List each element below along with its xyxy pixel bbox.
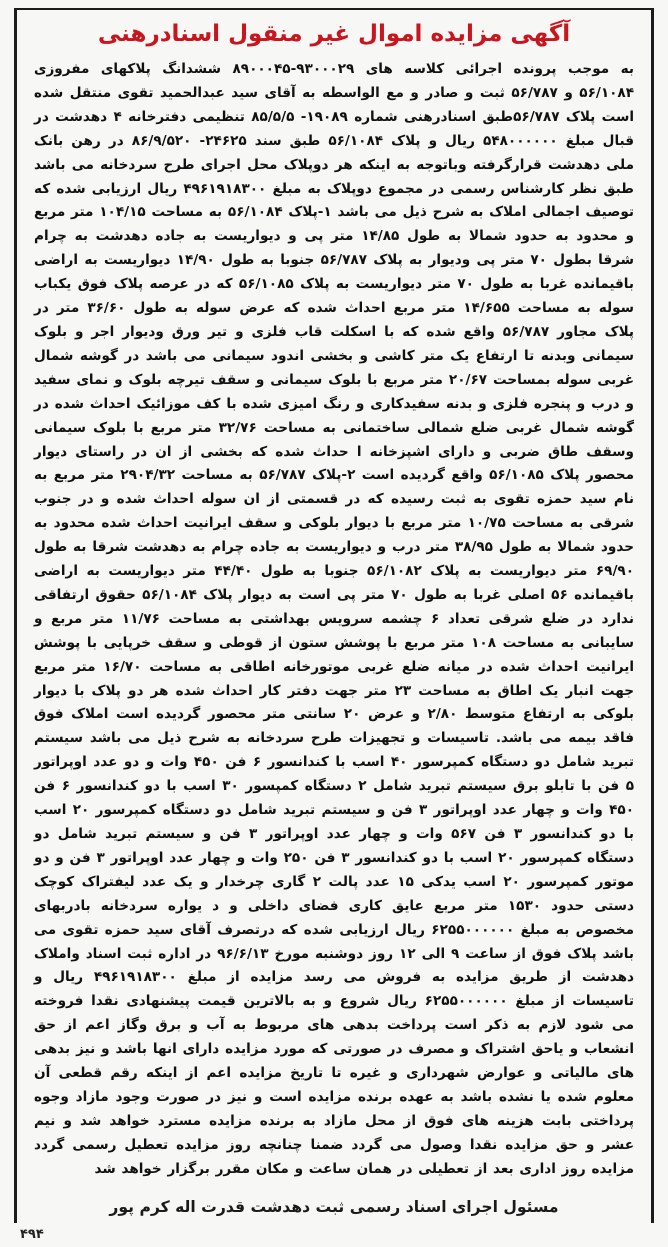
notice-header xyxy=(30,14,638,54)
notice-code: ۴۹۴ xyxy=(20,1227,44,1242)
notice-signature: مسئول اجرای اسناد رسمی ثبت دهدشت قدرت اله کرم پور xyxy=(109,1198,559,1216)
notice-body: به موجب پرونده اجرائی کلاسه های ۹۳۰۰۰۲۹-۸۹۰۰۰۴۵ ششدانگ پلاکهای مفروزی ۵۶/۱۰۸۴ و ۵۶/۷۸۷ ثبت و صادر و مع الواسطه به آقای سید عبدالحمید تقوی منتقل شده است پلاک ۵۶/۷۸۷طبق اسنادرهنی شماره ۱۹۰۸۹- ۸۵/۵/۵ تنظیمی دفترخانه ۴ دهدشت در قبال مبلغ ۵۴۸۰۰۰۰۰۰ ریال و پلاک ۵۶/۱۰۸۴ طبق سند ۲۴۶۲۵- ۸۶/۹/۵۲۰ در رهن بانک ملی دهدشت قرارگرفته وباتوجه به اینکه هر دوپلاک محل اجرای طرح سردخانه می باشد طبق نظر کارشناس رسمی در مجموع دوپلاک به مبلغ ۴۹۶۱۹۱۸۳۰۰ ریال ارزیابی شده که توصیف اجمالی املاک به شرح ذیل می باشد ۱-پلاک ۵۶/۱۰۸۴ به مساحت ۱۰۴/۱۵ متر مربع و محدود به حدود شمالا به طول ۱۴/۸۵ متر پی و دیواریست به جاده دهدشت به چرام شرقا بطول ۷۰ متر پی ودیوار به پلاک ۵۶/۷۸۷ جنوبا به طول ۱۴/۹۰ دیواریست به اراضی باقیمانده غربا به طول ۷۰ متر دیواریست به پلاک ۵۶/۱۰۸۵ که در عرصه پلاک فوق یکباب سوله به مساحت ۱۴/۶۵۵ متر مربع احداث شده که عرض سوله به طول ۳۶/۶۰ متر در پلاک مجاور ۵۶/۷۸۷ واقع شده که با اسکلت قاب فلزی و تیر ورق ودیوار اجر و بلوک سیمانی وبدنه تا ارتفاع یک متر کاشی و بخشی اندود سیمانی می باشد در گوشه شمال غربی سوله بمساحت ۲۰/۶۷ متر مربع با بلوک سیمانی و سقف تیرچه بلوک و نمای سفید و درب و پنجره فلزی و بدنه سفیدکاری و رنگ امیزی شده با کف موزائیک احداث شده در گوشه شمال غربی ضلع شمالی ساختمانی به مساحت ۳۲/۷۶ متر مربع با بلوک سیمانی وسقف طاق ضربی و دارای اشپزخانه ا حداث شده که بخشی از ان در راستای دیوار محصور پلاک ۵۶/۱۰۸۵ واقع گردیده است ۲-پلاک ۵۶/۷۸۷ به مساحت ۲۹۰۴/۳۲ متر مربع به نام سید حمزه تقوی به ثبت رسیده که در قسمتی از ان سوله احداث شده و در جنوب شرقی به مساحت ۱۰/۷۵ متر مربع با دیوار بلوکی و سقف ایرانیت احداث شده محدود به حدود شمالا به طول ۳۸/۹۵ متر درب و دیواریست به جاده چرام به دهدشت شرقا به طول ۶۹/۹۰ متر دیواریست به پلاک ۵۶/۱۰۸۲ جنوبا به طول ۴۴/۴۰ متر دیواریست به اراضی باقیمانده ۵۶ اصلی غربا به طول ۷۰ متر پی است به دیوار پلاک ۵۶/۱۰۸۴ حقوق ارتفاقی ندارد در ضلع شرقی تعداد ۶ چشمه سرویس بهداشتی به مساحت ۱۱/۷۶ متر مربع و سایبانی به مساحت ۱۰۸ متر مربع با پوشش ستون از قوطی و سقف خرپایی با پوشش ایرانیت احداث شده در میانه ضلع غربی موتورخانه اطاقی به مساحت ۱۶/۷۰ متر مربع جهت انبار یک اطاق به مساحت ۲۳ متر جهت دفتر کار احداث شده هر دو پلاک با دیوار بلوکی به ارتفاع متوسط ۲/۸۰ و عرض ۲۰ سانتی متر محصور گردیده است املاک فوق فاقد بیمه می باشد. تاسیسات و تجهیزات طرح سردخانه به شرح ذیل می باشد سیستم تبرید شامل دو دستگاه کمپرسور ۴۰ اسب با کندانسور ۶ فن ۴۵۰ وات و دو عدد اوپراتور ۵ فن با تابلو برق سیستم تبرید شامل ۲ دستگاه کمپسور ۳۰ اسب با دو کندانسور ۶ فن ۴۵۰ وات و چهار عدد اوپراتور ۳ فن و سیستم تبرید شامل دو دستگاه کمپرسور ۲۰ اسب با دو کندانسور ۳ فن ۵۶۷ وات و چهار عدد اوپراتور ۳ فن و سیستم تبرید شامل دو دستگاه کمپرسور ۲۰ اسب با دو کندانسور ۳ فن ۲۵۰ وات و چهار عدد اوپراتور ۳ فن و دو موتور کمپرسور ۲۰ اسب یدکی ۱۵ عدد پالت ۲ گاری چرخدار و یک عدد لیفتراک کوچک دستی حدود ۱۵۳۰ متر مربع عایق کاری فضای داخلی و د یواره سردخانه بادربهای مخصوص به مبلغ ۶۲۵۵۰۰۰۰۰۰ ریال ارزیابی شده که درتصرف آقای سید حمزه تقوی می باشد پلاک فوق از ساعت ۹ الی ۱۲ روز دوشنبه مورخ ۹۶/۶/۱۳ در اداره ثبت اسناد واملاک دهدشت از طریق مزایده به فروش می رسد مزایده از مبلغ ۴۹۶۱۹۱۸۳۰۰ ریال و تاسیسات از مبلغ ۶۲۵۵۰۰۰۰۰۰ ریال شروع و به بالاترین قیمت پیشنهادی نقدا فروخته می شود لازم به ذکر است پرداخت بدهی های مربوط به آب و برق وگاز اعم از حق انشعاب و یاحق اشتراک و مصرف در صورتی که مورد مزایده دارای انها باشد و نیز بدهی های مالیاتی و عوارض شهرداری و غیره تا تاریخ مزایده اعم از اینکه رقم قطعی آن معلوم شده یا نشده باشد به عهده برنده مزایده است و نیز در صورت وجود مازاد وجوه پرداختی بابت هزینه های فوق از محل مازاد به برنده مزایده مسترد خواهد شد و نیم عشر و حق مزایده نقدا وصول می گردد ضمنا چنانچه روز مزایده تعطیل رسمی گردد مزایده روز اداری بعد از تعطیلی در همان ساعت و مکان مقرر برگزار خواهد شد xyxy=(34,61,635,1177)
notice-title: آگهی مزایده اموال غیر منقول اسنادرهنی xyxy=(97,21,571,47)
